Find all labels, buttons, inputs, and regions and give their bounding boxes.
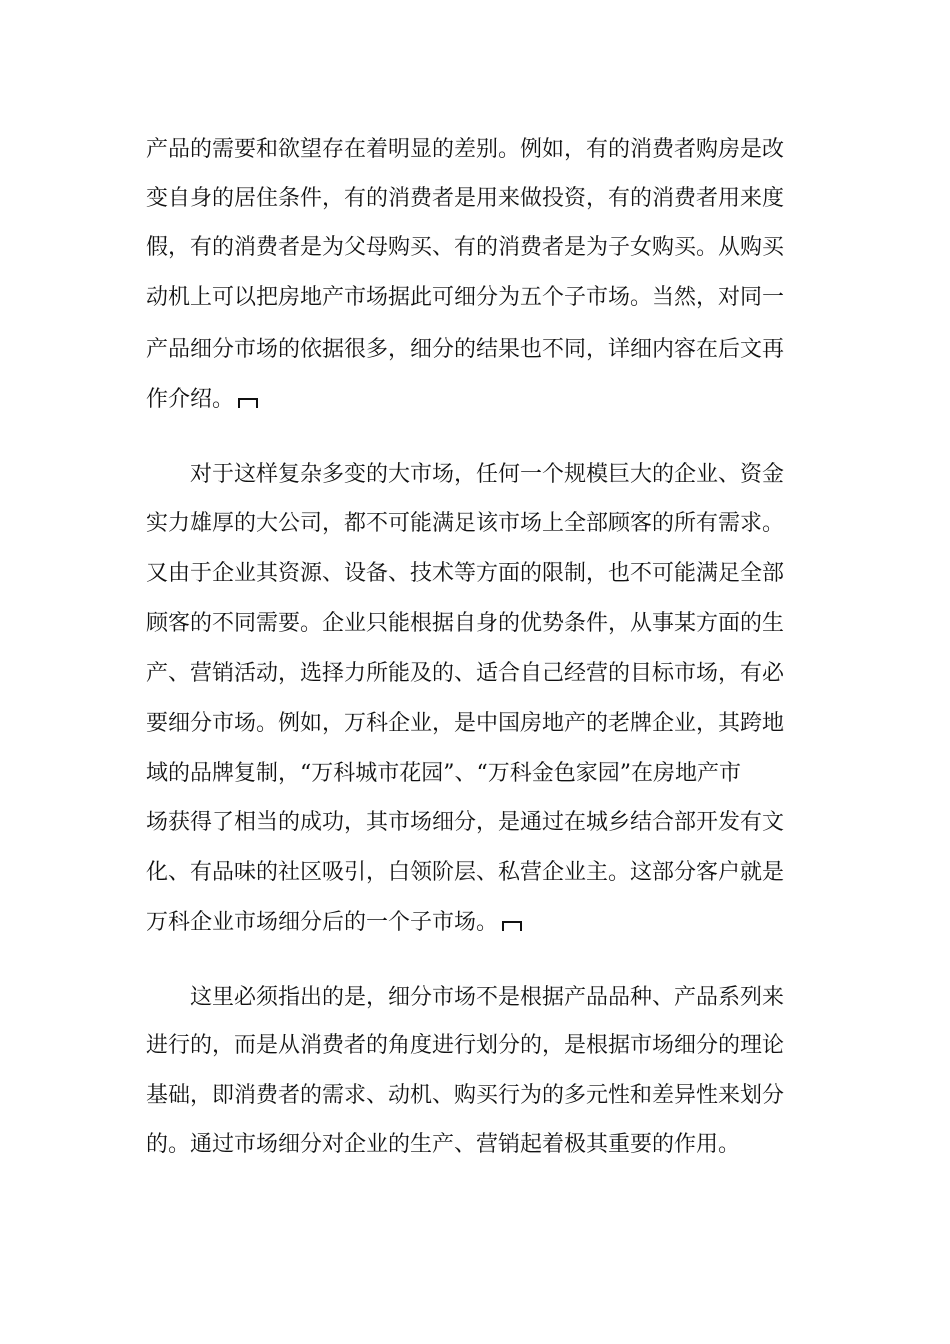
paragraph-1-line-6-text: 作介绍。 <box>146 387 235 412</box>
paragraph-2-line-9: 化、有品味的社区吸引，白领阶层、私营企业主。这部分客户就是 <box>146 860 785 885</box>
paragraph-1-line-3: 假，有的消费者是为父母购买、有的消费者是为子女购买。从购买 <box>146 235 785 260</box>
paragraph-3-line-3: 基础，即消费者的需求、动机、购买行为的多元性和差异性来划分 <box>146 1083 785 1108</box>
paragraph-3-line-1: 这里必须指出的是，细分市场不是根据产品品种、产品系列来 <box>190 985 785 1010</box>
paragraph-2-line-4: 顾客的不同需要。企业只能根据自身的优势条件，从事某方面的生 <box>146 611 785 636</box>
paragraph-2-line-2: 实力雄厚的大公司，都不可能满足该市场上全部顾客的所有需求。 <box>146 511 785 536</box>
paragraph-2-line-7: 域的品牌复制，“万科城市花园”、“万科金色家园”在房地产市 <box>146 761 741 786</box>
paragraph-2-line-5: 产、营销活动，选择力所能及的、适合自己经营的目标市场，有必 <box>146 661 785 686</box>
paragraph-1-line-5: 产品细分市场的依据很多，细分的结果也不同，详细内容在后文再 <box>146 337 785 362</box>
paragraph-1-line-2: 变自身的居住条件，有的消费者是用来做投资，有的消费者用来度 <box>146 186 785 211</box>
paragraph-3-line-2: 进行的，而是从消费者的角度进行划分的，是根据市场细分的理论 <box>146 1033 785 1058</box>
paragraph-1-line-4: 动机上可以把房地产市场据此可细分为五个子市场。当然，对同一 <box>146 285 785 310</box>
paragraph-1-line-1: 产品的需要和欲望存在着明显的差别。例如，有的消费者购房是改 <box>146 137 785 162</box>
paragraph-mark-icon <box>238 398 258 408</box>
paragraph-2-line-10-text: 万科企业市场细分后的一个子市场。 <box>146 910 499 935</box>
paragraph-2-line-3: 又由于企业其资源、设备、技术等方面的限制，也不可能满足全部 <box>146 561 785 586</box>
paragraph-2-line-8: 场获得了相当的成功，其市场细分，是通过在城乡结合部开发有文 <box>146 810 785 835</box>
paragraph-2-line-10 <box>146 906 806 940</box>
paragraph-1-line-6 <box>146 383 806 417</box>
paragraph-2-line-1: 对于这样复杂多变的大市场，任何一个规模巨大的企业、资金 <box>190 462 785 487</box>
paragraph-mark-icon <box>502 921 522 931</box>
paragraph-3-line-4: 的。通过市场细分对企业的生产、营销起着极其重要的作用。 <box>146 1132 741 1157</box>
paragraph-2-line-6: 要细分市场。例如，万科企业，是中国房地产的老牌企业，其跨地 <box>146 711 785 736</box>
